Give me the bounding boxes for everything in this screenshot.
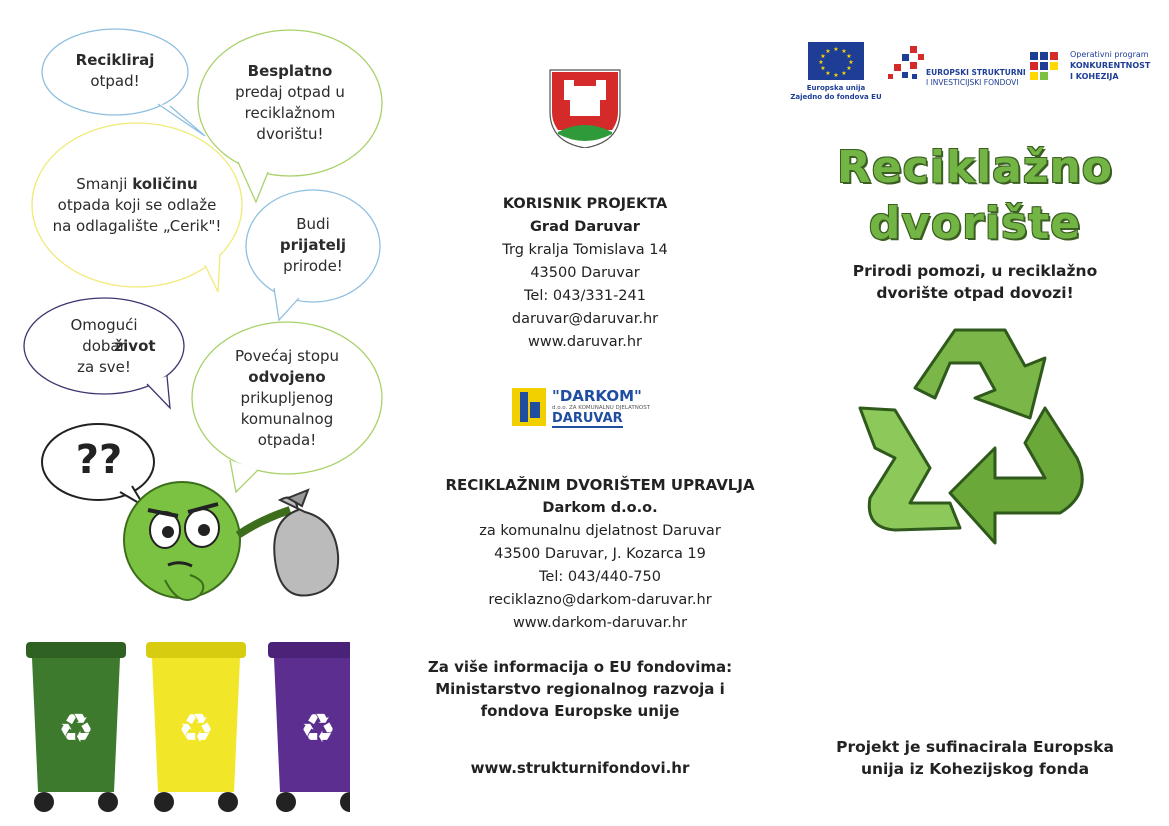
bubble-bold: odvojeno — [248, 367, 326, 386]
eu-info-web[interactable]: www.strukturnifondovi.hr — [470, 759, 690, 777]
bubble-text-pre: Povećaj stopu — [234, 346, 340, 365]
esif-logo-line2: I INVESTICIJSKI FONDOVI — [926, 78, 1019, 87]
korisnik-address2: 43500 Daruvar — [530, 265, 640, 281]
op-logo-line1: Operativni program — [1070, 50, 1149, 59]
bubble-bold: Recikliraj — [75, 51, 155, 69]
purple-bin — [268, 642, 350, 812]
bubble-text: predaj otpad u reciklažnom dvorištu! — [235, 83, 345, 143]
upravlja-tel: Tel: 043/440-750 — [539, 569, 661, 585]
bubble-smanji — [30, 120, 244, 290]
recycle-symbol-icon — [855, 318, 1097, 556]
op-logo — [1030, 50, 1154, 94]
esif-logo-line1: EUROPSKI STRUKTURNI — [926, 68, 1026, 77]
op-logo-line2: KONKURENTNOST — [1070, 61, 1151, 70]
korisnik-address1: Trg kralja Tomislava 14 — [502, 242, 668, 258]
bubble-budi — [244, 188, 382, 308]
cover-slogan — [820, 260, 1130, 304]
korisnik-heading: KORISNIK PROJEKTA — [502, 196, 668, 212]
cover-slogan-line1: Prirodi pomozi, u reciklažno — [852, 262, 1098, 280]
svg-text:★: ★ — [833, 46, 839, 53]
eu-logo-line2: Zajedno do fondova EU — [790, 93, 882, 101]
cover-footer — [800, 736, 1150, 780]
bubble-text: otpada koji se odlaže na odlagalište „Cerik"! — [52, 195, 222, 235]
cover-slogan-line2: dvorište otpad dovozi! — [876, 284, 1074, 302]
svg-text:★: ★ — [841, 70, 847, 77]
eu-logo — [786, 42, 886, 112]
korisnik-web[interactable]: www.daruvar.hr — [528, 334, 642, 350]
darkom-logo-city: DARUVAR — [552, 411, 623, 426]
thinking-character-illustration — [120, 470, 350, 620]
darkom-logo — [512, 388, 654, 428]
svg-text:★: ★ — [833, 72, 839, 79]
bins-illustration — [20, 634, 350, 820]
svg-text:★: ★ — [820, 53, 826, 60]
eu-info-block — [400, 656, 760, 722]
svg-text:★: ★ — [820, 65, 826, 72]
darkom-logo-small: d.o.o. ZA KOMUNALNU DJELATNOST — [552, 405, 651, 411]
svg-text:★: ★ — [825, 70, 831, 77]
bubble-text: otpad! — [90, 72, 140, 90]
bubble-text-pre: Budi — [296, 214, 330, 233]
upravlja-block — [420, 474, 780, 635]
upravlja-heading: RECIKLAŽNIM DVORIŠTEM UPRAVLJA — [445, 476, 755, 494]
svg-text:★: ★ — [846, 65, 852, 72]
bubble-text: prirode! — [283, 256, 343, 275]
bubble-bold: prijatelj — [279, 235, 347, 254]
bubble-bold: Besplatno — [247, 62, 333, 80]
svg-text:★: ★ — [848, 59, 854, 66]
daruvar-coat-of-arms — [548, 68, 622, 148]
bubble-bold: količinu — [132, 174, 198, 193]
korisnik-email[interactable]: daruvar@daruvar.hr — [511, 311, 659, 327]
op-logo-line3: I KOHEZIJA — [1070, 72, 1119, 81]
upravlja-line1: za komunalnu djelatnost Daruvar — [479, 523, 721, 539]
bubble-text-pre: Omogući dobar — [70, 315, 138, 355]
upravlja-email[interactable]: reciklazno@darkom-daruvar.hr — [488, 592, 712, 608]
eu-info-line3: fondova Europske unije — [480, 702, 680, 720]
bubble-text: prikupljenog komunalnog otpada! — [240, 388, 334, 449]
upravlja-name: Darkom d.o.o. — [542, 500, 658, 516]
upravlja-line2: 43500 Daruvar, J. Kozarca 19 — [494, 546, 706, 562]
svg-text:★: ★ — [825, 48, 831, 55]
eu-logo-line1: Europska unija — [806, 84, 866, 92]
cover-footer-line1: Projekt je sufinacirala Europska — [836, 738, 1114, 756]
darkom-logo-name: "DARKOM" — [552, 387, 642, 405]
cover-title-line2: dvorište — [868, 198, 1082, 249]
svg-text:★: ★ — [841, 48, 847, 55]
svg-text:♻: ♻ — [58, 706, 94, 752]
svg-text:♻: ♻ — [300, 706, 336, 752]
bubble-text-pre: Smanji — [76, 174, 128, 193]
korisnik-block — [470, 193, 700, 354]
korisnik-tel: Tel: 043/331-241 — [524, 288, 646, 304]
cover-footer-line2: unija iz Kohezijskog fonda — [860, 760, 1090, 778]
bubble-bold: život — [114, 336, 156, 355]
green-bin — [26, 642, 126, 812]
esif-logo — [888, 44, 1024, 94]
korisnik-name: Grad Daruvar — [530, 219, 640, 235]
bubble-text: za sve! — [77, 357, 131, 376]
question-marks: ?? — [75, 437, 123, 483]
eu-info-line2: Ministarstvo regionalnog razvoja i — [435, 680, 725, 698]
svg-text:★: ★ — [818, 59, 824, 66]
bubble-omoguci — [22, 296, 186, 400]
eu-info-line1: Za više informacija o EU fondovima: — [427, 658, 733, 676]
bubble-povecaj — [190, 320, 384, 480]
yellow-bin — [146, 642, 246, 812]
svg-text:★: ★ — [846, 53, 852, 60]
svg-text:♻: ♻ — [178, 706, 214, 752]
upravlja-web[interactable]: www.darkom-daruvar.hr — [512, 615, 688, 631]
bubble-recikliraj — [40, 24, 190, 124]
cover-title-line1: Reciklažno — [836, 142, 1114, 193]
